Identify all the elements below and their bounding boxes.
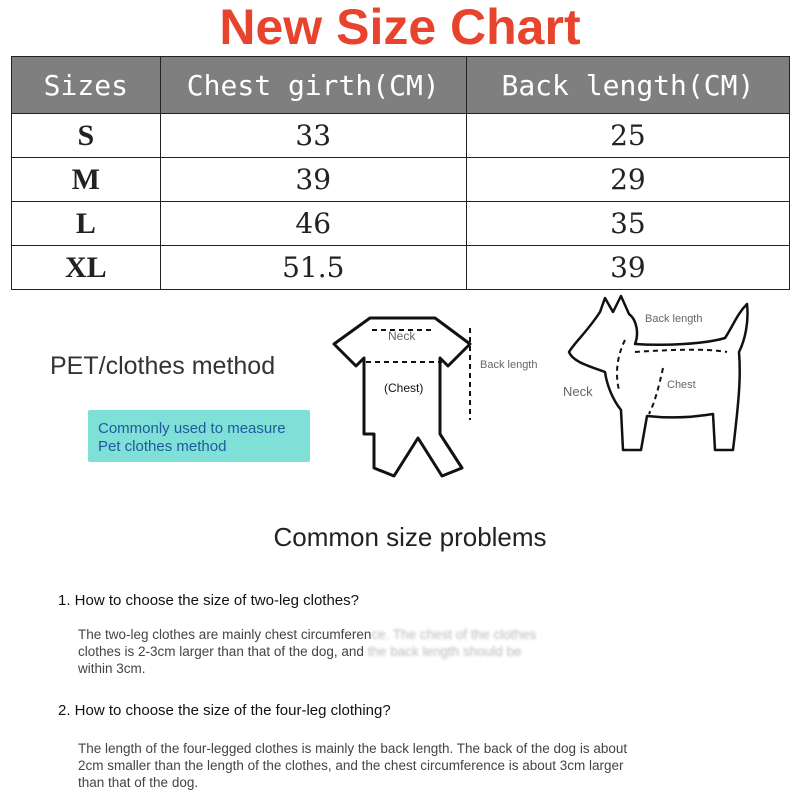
table-row xyxy=(12,202,790,246)
answer-1-line-3: within 3cm. xyxy=(78,661,146,676)
back-cell: 29 xyxy=(466,158,789,202)
size-cell: L xyxy=(12,202,161,246)
chest-cell: 46 xyxy=(160,202,466,246)
problems-heading: Common size problems xyxy=(273,522,547,552)
back-cell: 25 xyxy=(466,114,789,158)
answer-1-line-1 xyxy=(78,626,718,643)
answer-1-line-2 xyxy=(78,643,718,660)
method-label: PET/clothes method xyxy=(50,352,276,380)
dog-chest-dash xyxy=(649,368,663,414)
dog-neck-dash xyxy=(617,340,625,390)
table-header-row xyxy=(12,57,790,114)
size-cell: XL xyxy=(12,246,161,290)
answer-1-line-1-faded: ce. The chest of the clothes xyxy=(371,627,537,642)
chest-cell: 51.5 xyxy=(160,246,466,290)
header-chest-girth: Chest girth(CM) xyxy=(160,57,466,114)
size-cell: M xyxy=(12,158,161,202)
table-row xyxy=(12,246,790,290)
size-table xyxy=(11,56,790,290)
clothes-diagram xyxy=(330,300,560,490)
method-note-box xyxy=(88,410,310,462)
answer-2-line-2: 2cm smaller than the length of the clothes, and the chest circumference is about 3cm larger xyxy=(78,758,624,773)
answer-1-line-2-text: clothes is 2-3cm larger than that of the dog, and xyxy=(78,644,364,659)
answer-1-line-1-text: The two-leg clothes are mainly chest circumferen xyxy=(78,627,372,642)
question-2: 2. How to choose the size of the four-leg clothing? xyxy=(58,702,391,719)
answer-1 xyxy=(78,626,718,677)
clothes-chest-label: (Chest) xyxy=(384,381,424,395)
size-cell: S xyxy=(12,114,161,158)
answer-1-line-2-faded: the back length should be xyxy=(363,644,522,659)
table-row xyxy=(12,158,790,202)
clothes-neck-label: Neck xyxy=(388,329,416,343)
chest-cell: 39 xyxy=(160,158,466,202)
answer-2-line-3: than that of the dog. xyxy=(78,775,199,790)
back-cell: 35 xyxy=(466,202,789,246)
clothes-back-length-label: Back length xyxy=(480,359,538,371)
chest-cell: 33 xyxy=(160,114,466,158)
note-line-2: Pet clothes method xyxy=(98,438,227,455)
back-cell: 39 xyxy=(466,246,789,290)
page-title: New Size Chart xyxy=(219,0,581,55)
header-back-length: Back length(CM) xyxy=(466,57,789,114)
dog-diagram xyxy=(555,290,765,460)
note-line-1: Commonly used to measure xyxy=(98,420,286,437)
dog-back-length-label: Back length xyxy=(645,313,703,325)
dog-back-dash xyxy=(635,350,727,352)
answer-2 xyxy=(78,740,718,791)
table-row xyxy=(12,114,790,158)
question-1: 1. How to choose the size of two-leg clothes? xyxy=(58,592,359,609)
answer-2-line-1: The length of the four-legged clothes is mainly the back length. The back of the dog is about xyxy=(78,741,628,756)
dog-chest-label: Chest xyxy=(667,379,696,391)
dog-neck-label: Neck xyxy=(563,384,593,399)
header-sizes: Sizes xyxy=(12,57,161,114)
